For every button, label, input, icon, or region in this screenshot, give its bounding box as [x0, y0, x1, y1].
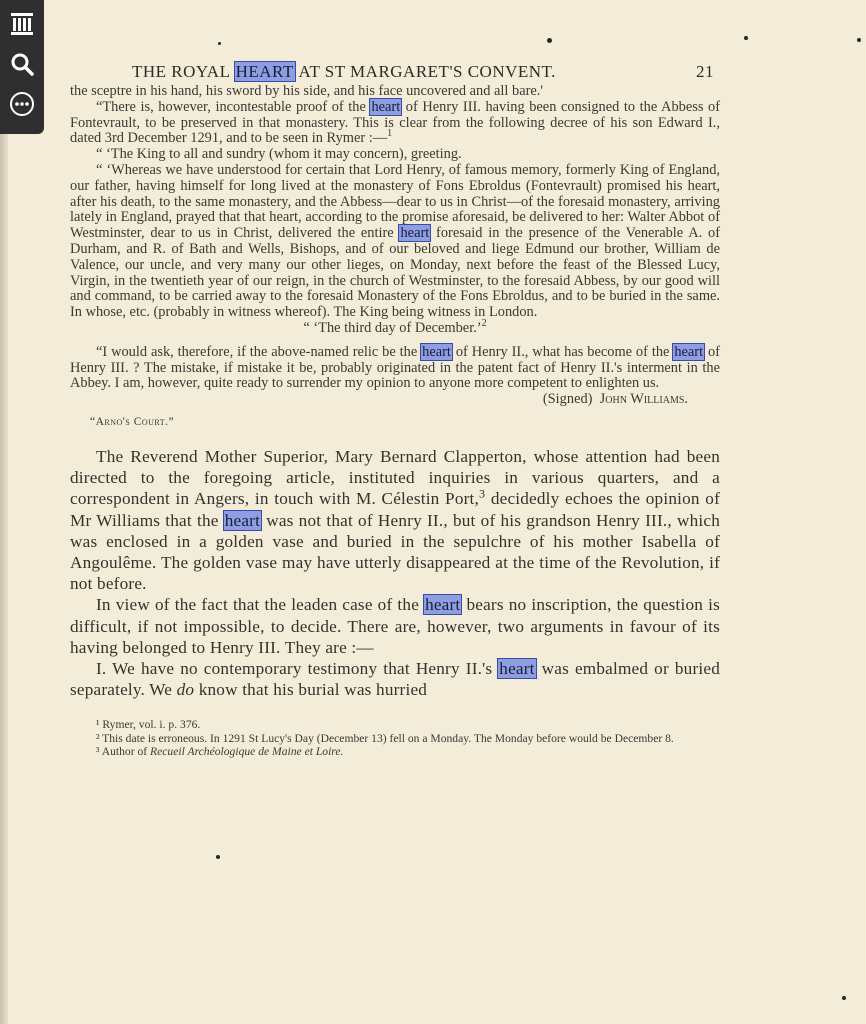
- footnote: ² This date is erroneous. In 1291 St Lucy's Day (December 13) fell on a Monday. The Monday before would be December 8.: [96, 731, 674, 745]
- search-highlight[interactable]: heart: [371, 98, 401, 115]
- letter-paragraph: “There is, however, incontestable proof of the heart of Henry III. having been consigned to the Abbess of Fontevrault, to be preserved in that monastery. This is clear from the following decree of his son Edward I., dated 3rd December 1291, and to be seen in Rymer :—$^1$: [70, 98, 720, 147]
- library-icon: [8, 10, 36, 38]
- search-highlight[interactable]: HEART: [235, 62, 294, 81]
- body-paragraph: In view of the fact that the leaden case of the heart bears no inscription, the question is difficult, if not impossible, to decide. There are, however, two arguments in favour of its having belonged to Henry III. They are :—: [70, 595, 720, 657]
- footnote-ref[interactable]: 2: [481, 318, 487, 330]
- ink-speck: [842, 996, 846, 1000]
- letter-origin: “Arno's Court.”: [90, 415, 175, 428]
- footnotes: [70, 718, 720, 758]
- body-paragraph: I. We have no contemporary testimony that Henry II.'s heart was embalmed or buried separately. We do know that his burial was hurried: [70, 658, 720, 700]
- footnote-ref[interactable]: 3: [479, 486, 486, 501]
- ink-speck: [744, 36, 748, 40]
- book-page: [70, 60, 720, 759]
- letter-paragraph: “ ‘The King to all and sundry (whom it may concern), greeting.: [96, 146, 462, 163]
- reader-toolbar: [0, 0, 44, 134]
- letter-paragraph: the sceptre in his hand, his sword by his side, and his face uncovered and all bare.': [70, 83, 543, 99]
- main-text: [70, 446, 720, 700]
- footnote: ³ Author of Recueil Archéologique de Maine et Loire.: [96, 745, 344, 759]
- search-highlight[interactable]: heart: [422, 343, 451, 360]
- footnote-ref[interactable]: 1: [387, 128, 393, 140]
- signature-line: (Signed) John Williams.: [542, 391, 688, 408]
- ink-speck: [216, 855, 220, 859]
- ink-speck: [218, 42, 221, 45]
- search-highlight[interactable]: heart: [499, 658, 535, 678]
- page-title: THE ROYAL HEART AT ST MARGARET'S CONVENT.: [132, 62, 556, 81]
- search-highlight[interactable]: heart: [674, 343, 704, 360]
- more-options-button[interactable]: [4, 84, 40, 124]
- quoted-letter: [70, 84, 720, 408]
- letter-date: “ ‘The third day of December.’$^2$: [303, 318, 487, 336]
- running-head: [70, 60, 720, 84]
- ink-speck: [547, 38, 552, 43]
- book-gutter: [0, 0, 8, 1024]
- page-number: 21: [696, 62, 714, 81]
- footnote: ¹ Rymer, vol. i. p. 376.: [96, 718, 201, 732]
- search-icon: [8, 50, 36, 78]
- letter-paragraph: “ ‘Whereas we have understood for certain that Lord Henry, of famous memory, formerly King of England, our father, having himself for long lived at the monastery of Fons Ebroldus (Fontevrault) promised his heart, after his death, to the same monastery, and the Abbess—dear to us in Christ—of the foresaid monastery, arriving lately in England, prayed that that heart, according to the promise aforesaid, be delivered to her: Walter Abbot of Westminster, dear to us in Christ, delivered the entire heart foresaid in the presence of the Venerable A. of Durham, and R. of Bath and Wells, Bishops, and of our beloved and liege Edmund our brother, William de Valence, our uncle, and very many our other lieges, on Monday, next before the feast of the Blessed Lucy, Virgin, in the twentieth year of our reign, in the church of Westminster, to the foresaid Abbess, by our good will and command, to be carried away to the foresaid Monastery of the Fons Ebroldus, and to be buried in the same. In whose, etc. (probably in witness whereof). The King being witness in London.: [70, 161, 720, 321]
- ink-speck: [857, 38, 861, 42]
- more-options-icon: [8, 90, 36, 118]
- library-button[interactable]: [4, 4, 40, 44]
- body-paragraph: The Reverend Mother Superior, Mary Bernard Clapperton, whose attention had been directed to the foregoing article, instituted inquiries in various quarters, and a correspondent in Angers, in touch with M. Célestin Port,$^3$ decidedly echoes the opinion of Mr Williams that the heart was not that of Henry II., but of his grandson Henry III., which was enclosed in a golden vase and buried in the sepulchre of his mother Isabella of Angoulême. The golden vase may have utterly disappeared at the time of the Revolution, if not before.: [70, 446, 721, 594]
- search-highlight[interactable]: heart: [425, 595, 461, 615]
- search-button[interactable]: [4, 44, 40, 84]
- search-highlight[interactable]: heart: [224, 510, 261, 530]
- search-highlight[interactable]: heart: [400, 225, 430, 242]
- letter-paragraph: “I would ask, therefore, if the above-named relic be the heart of Henry II., what has become of the heart of Henry III. ? The mistake, if mistake it be, probably originated in the patent fact of Henry II.'s interment in the Abbey. I am, however, quite ready to surrender my opinion to anyone more competent to enlighten us.: [70, 343, 720, 392]
